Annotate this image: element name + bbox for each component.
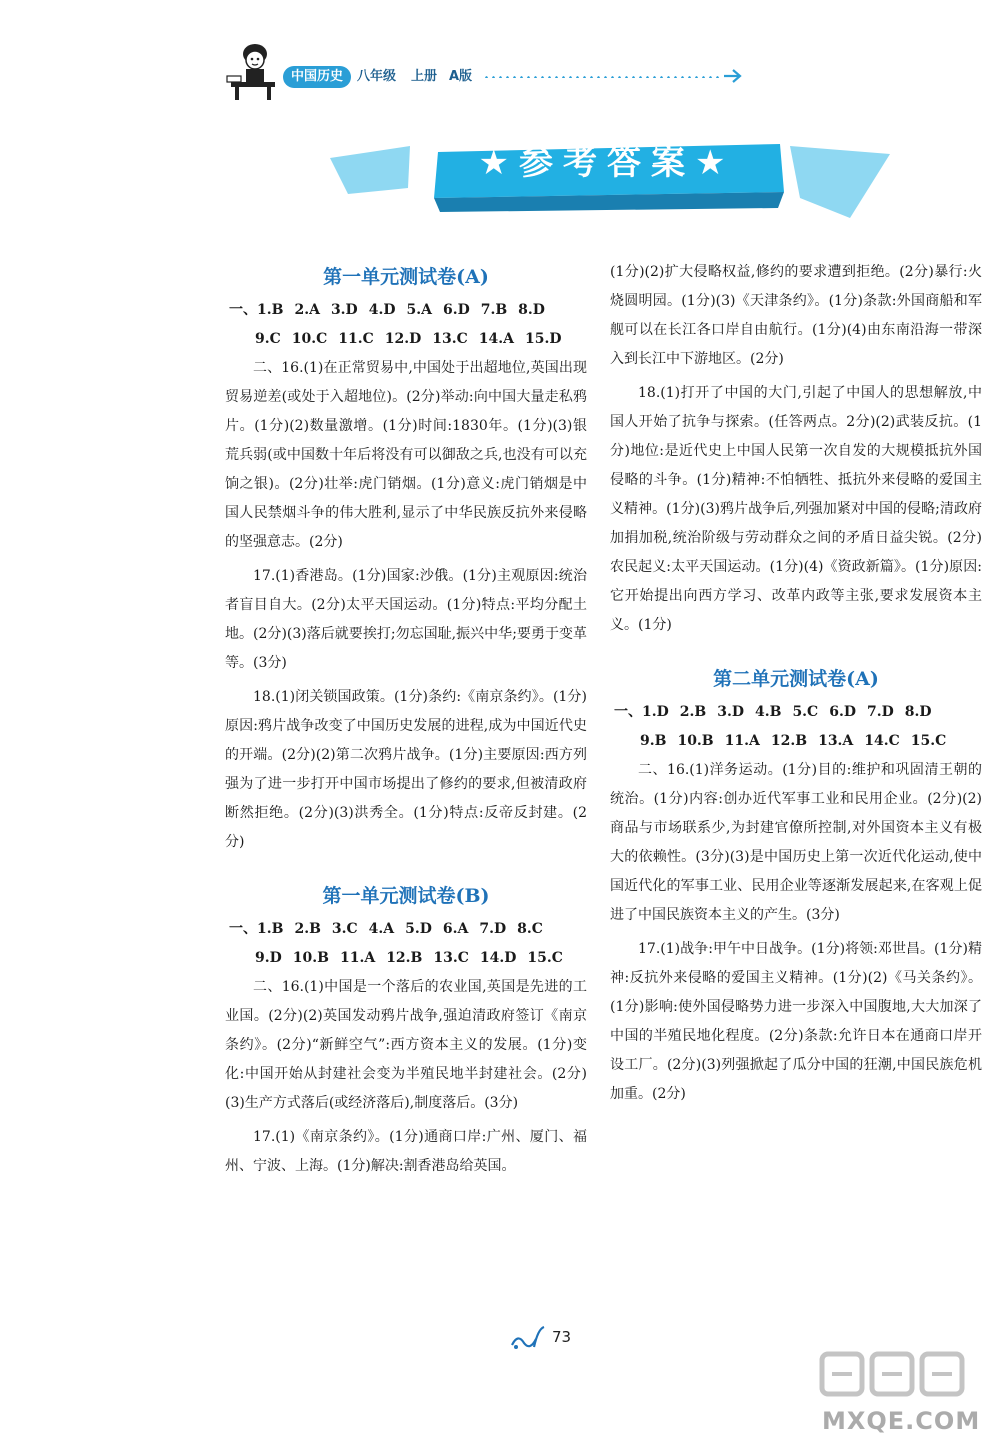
left-column (225, 258, 587, 1186)
mc-answer: 12.B (770, 733, 808, 749)
mc-answers-row (225, 915, 587, 944)
mc-answers-row (225, 296, 587, 325)
mc-answer: 11.C (338, 331, 374, 347)
mc-answer: 4.D (368, 302, 396, 318)
mc-answer: 15.D (524, 331, 562, 347)
mc-answer: 13.C (432, 331, 468, 347)
answer-paragraph: 二、16.(1)洋务运动。(1分)目的:维护和巩固清王朝的统治。(1分)内容:创办近代军事工业和民用企业。(2分)(2)商品与市场联系少,为封建官僚所控制,对外国资本主义有极大的依赖性。(3分)(3)是中国历史上第一次近代化运动,使中国近代化的军事工业、民用企业等逐渐发展起来,在客观上促进了中国民族资本主义的产生。(3分) (610, 762, 982, 923)
section-title-unit2-a: 第二单元测试卷(A) (713, 668, 879, 690)
mc-answer: 7.D (866, 704, 894, 720)
mc-answer: 15.C (527, 950, 563, 966)
mc-answer: 8.D (904, 704, 932, 720)
mc-answer: 13.C (433, 950, 469, 966)
mc-answer: 9.B (640, 733, 667, 749)
answer-paragraph: 17.(1)《南京条约》。(1分)通商口岸:广州、厦门、福州、宁波、上海。(1分)解决:割香港岛给英国。 (225, 1129, 587, 1174)
section-title-unit1-a: 第一单元测试卷(A) (323, 266, 489, 288)
mc-answer: 7.B (480, 302, 508, 318)
right-column (610, 258, 982, 1114)
mc-answer: 6.D (442, 302, 470, 318)
mc-answer: 2.A (294, 302, 320, 318)
mc-answers-row (610, 698, 982, 727)
arrow-right-icon (722, 65, 744, 87)
answer-paragraph: 18.(1)闭关锁国政策。(1分)条约:《南京条约》。(1分)原因:鸦片战争改变了中国历史发展的进程,成为中国近代史的开端。(2分)(2)第二次鸦片战争。(1分)主要原因:西方列强为了进一步打开中国市场提出了修约的要求,但被清政府断然拒绝。(2分)(3)洪秀全。(1分)特点:反帝反封建。(2分) (225, 689, 587, 850)
answer-paragraph: 二、16.(1)在正常贸易中,中国处于出超地位,英国出现贸易逆差(或处于入超地位)。(2分)举动:向中国大量走私鸦片。(1分)(2)数量激增。(1分)时间:1830年。(1分)(3)银荒兵弱(或中国数十年后将没有可以御敌之兵,也没有可以充饷之银)。(2分)壮举:虎门销烟。(1分)意义:虎门销烟是中国人民禁烟斗争的伟大胜利,显示了中华民族反抗外来侵略的坚强意志。(2分) (225, 360, 587, 550)
mc-answer: 7.D (479, 921, 507, 937)
banner-title: ★参考答案★ (478, 143, 736, 183)
answer-paragraph: 17.(1)香港岛。(1分)国家:沙俄。(1分)主观原因:统治者盲目自大。(2分)太平天国运动。(1分)特点:平均分配土地。(2分)(3)落后就要挨打;勿忘国耻,振兴中华;要勇于变革等。(3分) (225, 568, 587, 671)
mc-answer: 3.C (331, 921, 358, 937)
mc-answer: 15.C (910, 733, 947, 749)
mc-answer: 11.A (339, 950, 376, 966)
volume-label: 上册 (411, 69, 438, 84)
answer-paragraph: 17.(1)战争:甲午中日战争。(1分)将领:邓世昌。(1分)精神:反抗外来侵略的爱国主义精神。(1分)(2)《马关条约》。(1分)影响:使外国侵略势力进一步深入中国腹地,大大加深了中国的半殖民地化程度。(2分)条款:允许日本在通商口岸开设工厂。(2分)(3)列强掀起了瓜分中国的狂潮,中国民族危机加重。(2分) (610, 941, 982, 1102)
mc-answer: 10.B (292, 950, 329, 966)
mc-answer: 4.A (368, 921, 395, 937)
mc-answer: 14.D (479, 950, 517, 966)
mc-answer: 13.A (818, 733, 854, 749)
mc-answer: 14.A (478, 331, 514, 347)
mc-answer: 2.B (679, 704, 707, 720)
subject-badge: 中国历史 (283, 66, 351, 88)
mc-answer: 一、1.D (614, 704, 669, 720)
watermark-text: MXQE.COM (822, 1407, 981, 1435)
mc-answer: 8.C (517, 921, 543, 937)
header-dotted-line (483, 76, 723, 78)
mc-answer: 11.A (724, 733, 760, 749)
student-mascot-icon (225, 40, 280, 102)
mc-answer: 10.B (677, 733, 714, 749)
mc-answer: 14.C (864, 733, 900, 749)
answer-paragraph: (1分)(2)扩大侵略权益,修约的要求遭到拒绝。(2分)暴行:火烧圆明园。(1分)(3)《天津条约》。(1分)条款:外国商船和军舰可以在长江各口岸自由航行。(1分)(4)由东南沿海一带深入到长江中下游地区。(2分) (610, 264, 982, 367)
mc-answer: 3.D (330, 302, 358, 318)
answer-paragraph: 二、16.(1)中国是一个落后的农业国,英国是先进的工业国。(2分)(2)英国发动鸦片战争,强迫清政府签订《南京条约》。(2分)“新鲜空气”:西方资本主义的发展。(1分)变化:中国开始从封建社会变为半殖民地半封建社会。(2分)(3)生产方式落后(或经济落后),制度落后。(3分) (225, 979, 587, 1111)
mc-answer: 一、1.B (229, 302, 284, 318)
mc-answers-row (610, 727, 982, 756)
page-number: 73 (552, 1328, 572, 1346)
mc-answer: 5.A (406, 302, 432, 318)
mc-answers-row (225, 944, 587, 973)
wave-ornament-icon (510, 1325, 546, 1353)
mc-answer: 3.D (717, 704, 744, 720)
mc-answer: 8.D (518, 302, 545, 318)
mc-answer: 12.D (384, 331, 422, 347)
mc-answer: 9.C (255, 331, 281, 347)
section-title-unit1-b: 第一单元测试卷(B) (322, 885, 490, 907)
edition-label: A版 (449, 69, 473, 84)
mc-answer: 10.C (291, 331, 328, 347)
mc-answer: 5.D (405, 921, 432, 937)
page-header (225, 40, 765, 110)
mc-answer: 6.D (829, 704, 856, 720)
mc-answer: 6.A (442, 921, 469, 937)
mc-answer: 4.B (754, 704, 782, 720)
mc-answer: 一、1.B (229, 921, 284, 937)
mc-answers-row (225, 325, 587, 354)
mc-answer: 12.B (386, 950, 423, 966)
mc-answer: 2.B (294, 921, 321, 937)
grade-label: 八年级 (357, 69, 397, 84)
answer-paragraph: 18.(1)打开了中国的大门,引起了中国人的思想解放,中国人开始了抗争与探索。(任答两点。2分)(2)武装反抗。(1分)地位:是近代史上中国人民第一次自发的大规模抵抗外国侵略的斗争。(1分)精神:不怕牺牲、抵抗外来侵略的爱国主义精神。(1分)(3)鸦片战争后,列强加紧对中国的侵略;清政府加捐加税,统治阶级与劳动群众之间的矛盾日益尖锐。(2分)农民起义:太平天国运动。(1分)(4)《资政新篇》。(1分)原因:它开始提出向西方学习、改革内政等主张,要求发展资本主义。(1分) (610, 385, 982, 633)
mc-answer: 9.D (255, 950, 282, 966)
mc-answer: 5.C (792, 704, 819, 720)
